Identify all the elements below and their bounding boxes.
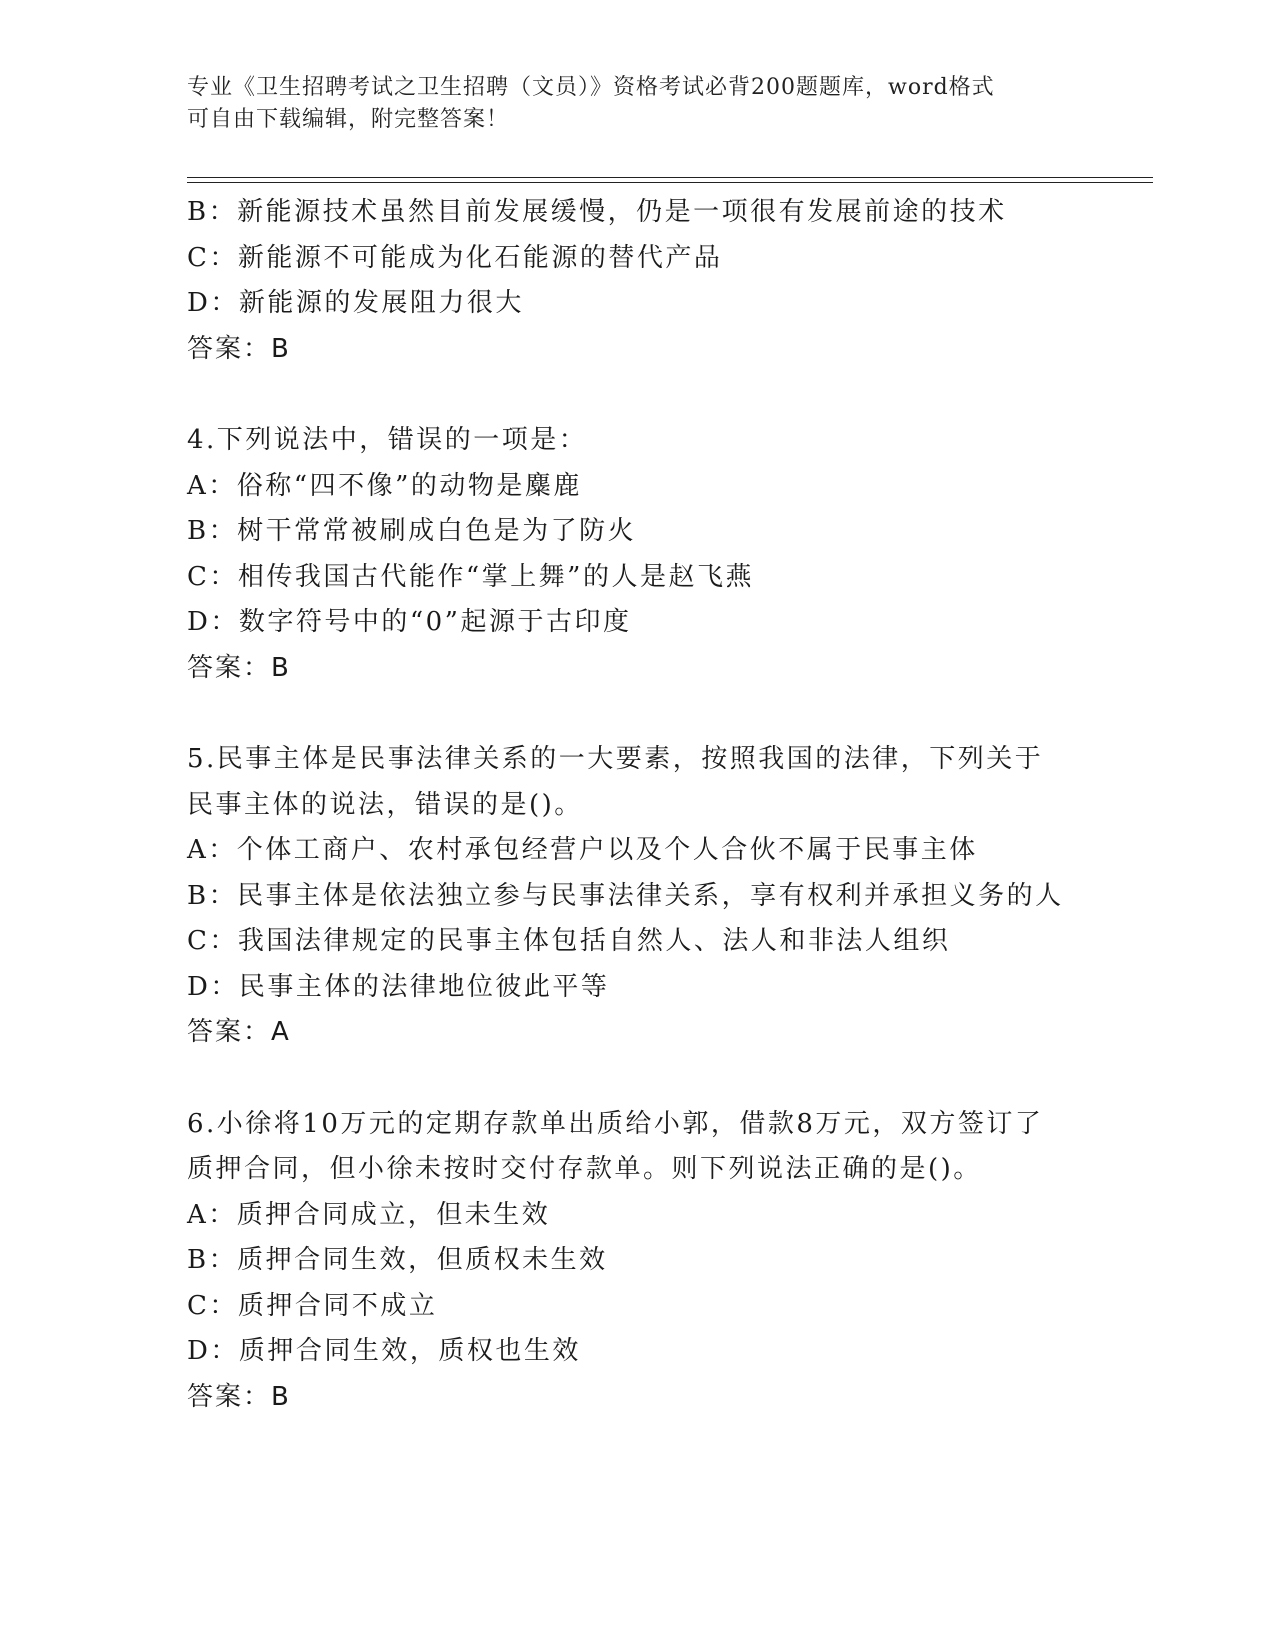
question-block-5 — [187, 737, 1087, 1056]
answer-line: 答案：A — [187, 1017, 291, 1047]
option-b: B：民事主体是依法独立参与民事法律关系，享有权利并承担义务的人 — [187, 880, 1064, 911]
question-text-line-1: 5.民事主体是民事法律关系的一大要素，按照我国的法律，下列关于 — [187, 744, 1044, 774]
option-c: C：新能源不可能成为化石能源的替代产品 — [187, 242, 723, 273]
answer-line: 答案：B — [187, 333, 291, 364]
option-c: C：质押合同不成立 — [187, 1290, 438, 1321]
header-title-line-1: 专业《卫生招聘考试之卫生招聘（文员）》资格考试必背200题题库，word格式 — [187, 75, 995, 100]
answer-line: 答案：B — [187, 1381, 291, 1412]
document-header — [187, 72, 1087, 136]
option-b: B：新能源技术虽然目前发展缓慢，仍是一项很有发展前途的技术 — [187, 197, 1007, 227]
option-d: D：新能源的发展阻力很大 — [187, 288, 524, 318]
answer-line: 答案：B — [187, 652, 291, 683]
question-text-line-2: 质押合同，但小徐未按时交付存款单。则下列说法正确的是()。 — [187, 1154, 982, 1184]
option-c: C：相传我国古代能作“掌上舞”的人是赵飞燕 — [187, 561, 754, 592]
question-block-6 — [187, 1102, 1087, 1421]
header-divider-top — [187, 177, 1153, 178]
question-block-3 — [187, 190, 1087, 372]
header-divider-bottom — [187, 182, 1153, 183]
option-d: D：质押合同生效，质权也生效 — [187, 1336, 581, 1366]
option-a: A：俗称“四不像”的动物是麋鹿 — [187, 470, 582, 501]
question-block-4 — [187, 418, 1087, 691]
question-list — [187, 190, 1087, 1420]
option-b: B：质押合同生效，但质权未生效 — [187, 1245, 608, 1275]
option-d: D：民事主体的法律地位彼此平等 — [187, 971, 610, 1002]
option-a: A：质押合同成立，但未生效 — [187, 1199, 551, 1230]
question-text-line-1: 6.小徐将10万元的定期存款单出质给小郭，借款8万元，双方签订了 — [187, 1108, 1044, 1139]
option-b: B：树干常常被刷成白色是为了防火 — [187, 516, 637, 546]
header-title-line-2: 可自由下载编辑，附完整答案！ — [187, 107, 510, 132]
question-text-line-2: 民事主体的说法，错误的是()。 — [187, 789, 583, 820]
option-d: D：数字符号中的“0”起源于古印度 — [187, 607, 632, 637]
option-a: A：个体工商户、农村承包经营户以及个人合伙不属于民事主体 — [187, 835, 978, 865]
question-text: 4.下列说法中，错误的一项是： — [187, 425, 588, 455]
option-c: C：我国法律规定的民事主体包括自然人、法人和非法人组织 — [187, 926, 951, 956]
